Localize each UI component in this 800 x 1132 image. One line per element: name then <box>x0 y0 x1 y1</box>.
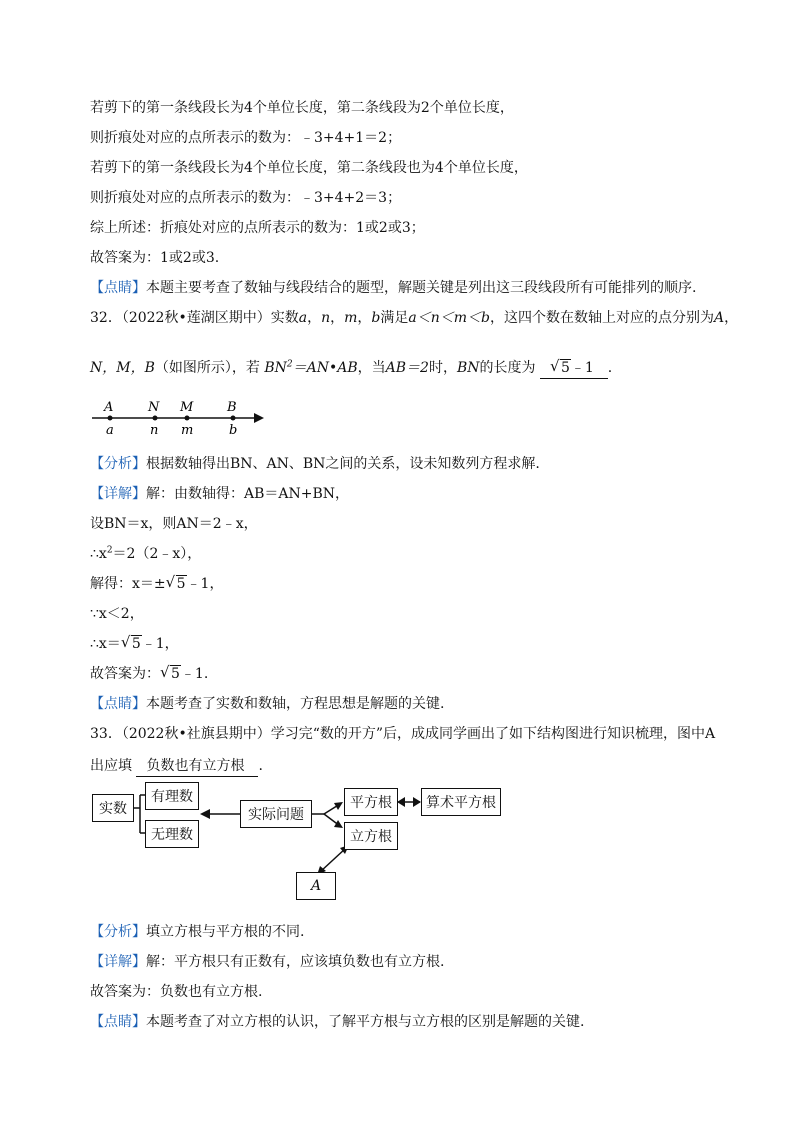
sqrt-radicand: 5 <box>176 576 186 592</box>
box-square-root <box>344 788 398 816</box>
text-line: 若剪下的第一条线段长为4个单位长度，第二条线段为2个单位长度， <box>90 100 514 116</box>
text: ，当 <box>357 360 386 376</box>
var: a <box>298 310 308 326</box>
text: ∴x＝ <box>90 636 121 652</box>
analysis-tag: 【分析】 <box>90 924 146 940</box>
question-number: 32． <box>90 310 122 326</box>
label-N: N <box>148 400 160 415</box>
var: n <box>321 310 331 326</box>
box-label: 有理数 <box>151 789 193 805</box>
detail-line <box>90 952 444 972</box>
var: b <box>371 310 381 326</box>
detail-text: 解：平方根只有正数有，应该填负数也有立方根. <box>146 954 445 970</box>
label-M: M <box>180 400 194 415</box>
comment-tag: 【点睛】 <box>90 1014 146 1030</box>
box-rational <box>145 782 199 810</box>
arrow-head <box>334 820 343 828</box>
sqrt-radicand: 5 <box>171 666 180 682</box>
detail-tag: 【详解】 <box>90 954 146 970</box>
arrow-head <box>200 809 210 819</box>
detail-tag: 【详解】 <box>90 486 146 502</box>
arrow-head <box>413 797 421 807</box>
inequality: a＜n＜m＜b <box>408 310 490 326</box>
text: 的长度为 <box>479 360 536 376</box>
question-33-stem-2: 出应填 负数也有立方根 . <box>90 756 263 777</box>
question-source: （2022秋•社旗县期中） <box>121 726 271 742</box>
text-line: 综上所述：折痕处对应的点所表示的数为：1或2或3； <box>90 220 425 236</box>
text: ＝2（2﹣x）， <box>112 546 202 562</box>
text: 出应填 <box>90 758 132 774</box>
question-text: 学习完“数的开方”后，成成同学画出了如下结构图进行知识梳理，图中A <box>270 726 716 742</box>
analysis-tag: 【分析】 <box>90 456 146 472</box>
text: 时， <box>428 360 457 376</box>
comment-line <box>90 1012 584 1032</box>
equation: AB＝2 <box>385 360 429 376</box>
analysis-text: 填立方根与平方根的不同. <box>146 924 305 940</box>
text: ﹣1. <box>180 666 209 682</box>
label-n: n <box>150 423 159 438</box>
text: 实数 <box>270 310 299 326</box>
box-real-number <box>92 794 134 822</box>
comment-text: 本题考查了对立方根的认识，了解平方根与立方根的区别是解题的关键. <box>146 1014 585 1030</box>
arrow-head <box>397 797 405 807</box>
box-a <box>296 872 336 900</box>
sqrt-radicand: 5 <box>560 360 570 376</box>
step-line: ∵x＜2， <box>90 606 144 622</box>
step-line: $\therefore x^2=2(2﹣x)$， <box>90 545 202 562</box>
text: （如图所示），若 <box>154 360 260 376</box>
box-label: 平方根 <box>350 795 392 811</box>
comment-text: 本题主要考查了数轴与线段结合的题型，解题关键是列出这三段线段所有可能排列的顺序. <box>146 280 697 296</box>
comment-tag: 【点睛】 <box>90 280 146 296</box>
text: ﹣1， <box>186 576 224 592</box>
arrow-head <box>334 802 343 810</box>
analysis-line <box>90 922 304 942</box>
text-line: 故答案为：1或2或3. <box>90 250 220 266</box>
box-practical-problem <box>240 800 312 828</box>
analysis-text: 根据数轴得出BN、AN、BN之间的关系，设未知数列方程求解. <box>146 456 540 472</box>
points: N，M，B <box>90 360 155 376</box>
box-cube-root <box>344 822 398 850</box>
comment-tag: 【点睛】 <box>90 696 146 712</box>
box-arithmetic-square-root <box>421 788 501 816</box>
question-source: （2022秋•莲湖区期中） <box>121 310 271 326</box>
text: 解得：x＝± <box>90 576 166 592</box>
label-a: a <box>106 423 114 438</box>
answer-rest: ﹣1 <box>570 360 594 376</box>
var: m <box>344 310 358 326</box>
box-label: 实际问题 <box>248 807 304 823</box>
var: BN <box>456 360 480 376</box>
detail-text: 解：由数轴得：AB＝AN+BN， <box>146 486 350 502</box>
text: ，这四个数在数轴上对应的点分别为 <box>489 310 714 326</box>
label-B: B <box>227 400 237 415</box>
sqrt-radicand: 5 <box>131 636 141 652</box>
box-label: 无理数 <box>151 827 193 843</box>
label-A: A <box>104 400 114 415</box>
answer-blank: 负数也有立方根 <box>136 756 258 777</box>
text: ∴x <box>90 546 107 562</box>
double-arrow-line <box>320 848 346 872</box>
text: 满足 <box>380 310 409 326</box>
text: ﹣1， <box>141 636 179 652</box>
question-number: 33． <box>90 726 122 742</box>
equation: $BN^2=AN•AB$ <box>264 359 358 376</box>
text-line: 若剪下的第一条线段长为4个单位长度，第二条线段也为4个单位长度， <box>90 160 528 176</box>
box-label: 实数 <box>99 801 127 817</box>
text: 故答案为： <box>90 666 160 682</box>
text-line: 则折痕处对应的点所表示的数为：﹣3+4+1＝2； <box>90 130 402 146</box>
text-line: 则折痕处对应的点所表示的数为：﹣3+4+2＝3； <box>90 190 402 206</box>
box-irrational <box>145 820 199 848</box>
box-label: 算术平方根 <box>426 795 496 811</box>
comment-text: 本题考查了实数和数轴，方程思想是解题的关键. <box>146 696 445 712</box>
label-b: b <box>229 423 238 438</box>
step-line: 故答案为：负数也有立方根. <box>90 984 263 1000</box>
question-32-stem-2: N，M，B（如图所示），若 $BN^2=AN•AB$，当AB＝2时，BN的长度为 √ 5﹣1 . <box>90 358 612 379</box>
box-label: 立方根 <box>350 829 392 845</box>
question-32-stem: 32．（2022秋•莲湖区期中）实数a，n，m，b满足a＜n＜m＜b，这四个数在数轴上对应的点分别为A， <box>90 310 739 326</box>
var: A <box>713 310 725 326</box>
label-m: m <box>181 423 194 438</box>
step-line: 设BN＝x，则AN＝2﹣x， <box>90 516 258 532</box>
box-label: A <box>310 878 322 894</box>
